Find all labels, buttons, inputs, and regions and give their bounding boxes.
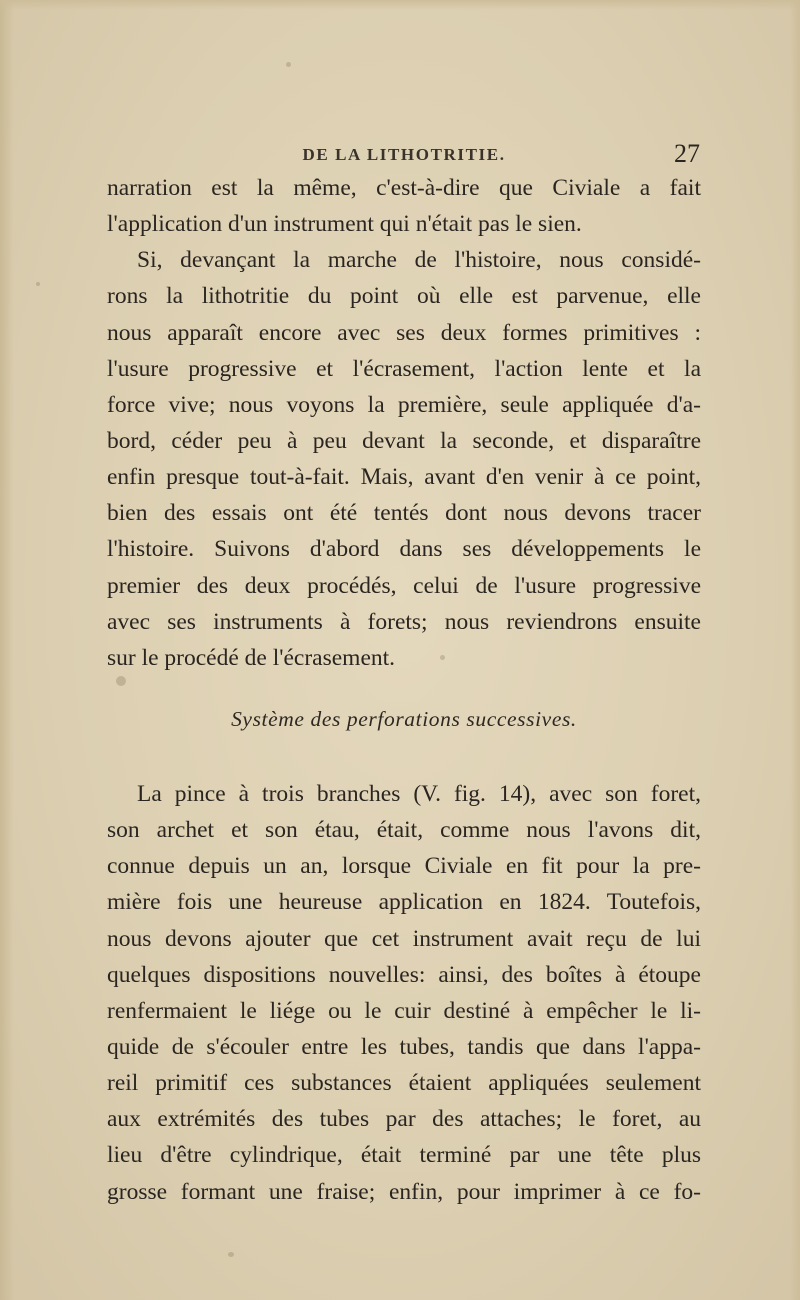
text-line: l'application d'un instrument qui n'était pas le sien. [107, 211, 582, 238]
paper-speck [228, 1252, 234, 1257]
text-line: rons la lithotritie du point où elle est parvenue, elle [107, 283, 701, 310]
text-line: aux extrémités des tubes par des attaches; le foret, au [107, 1106, 701, 1133]
text-line: grosse formant une fraise; enfin, pour imprimer à ce fo- [107, 1178, 701, 1205]
paper-speck [36, 282, 40, 286]
text-line: La pince à trois branches (V. fig. 14), avec son foret, [137, 781, 701, 807]
text-line: Si, devançant la marche de l'histoire, nous considé- [137, 247, 701, 274]
text-line: connue depuis un an, lorsque Civiale en fit pour la pre- [107, 853, 701, 880]
text-line: l'histoire. Suivons d'abord dans ses développements le [107, 536, 701, 563]
text-block-upper [107, 170, 701, 676]
text-line: nous devons ajouter que cet instrument avait reçu de lui [107, 925, 701, 952]
section-heading: Système des perforations successives. [231, 707, 577, 731]
text-line: narration est la même, c'est-à-dire que Civiale a fait [107, 175, 701, 201]
running-head [108, 141, 700, 171]
text-line: premier des deux procédés, celui de l'usure progressive [107, 572, 701, 599]
text-line: l'usure progressive et l'écrasement, l'action lente et la [107, 355, 701, 382]
text-line: son archet et son étau, était, comme nous l'avons dit, [107, 817, 701, 844]
text-line: lieu d'être cylindrique, était terminé par une tête plus [107, 1142, 701, 1169]
text-line: bord, céder peu à peu devant la seconde, et disparaître [107, 427, 701, 454]
text-line: force vive; nous voyons la première, seule appliquée d'a- [107, 391, 701, 418]
paper-speck [286, 62, 291, 67]
text-line: enfin presque tout-à-fait. Mais, avant d'en venir à ce point, [107, 464, 701, 491]
paper-speck [116, 676, 126, 686]
text-line: sur le procédé de l'écrasement. [107, 644, 396, 671]
text-line: bien des essais ont été tentés dont nous devons tracer [107, 500, 701, 527]
text-line: mière fois une heureuse application en 1824. Toutefois, [107, 889, 701, 916]
text-line: nous apparaît encore avec ses deux formes primitives : [107, 319, 701, 346]
page-edge-shadow-left [0, 0, 14, 1300]
page-edge-shadow-right [790, 0, 800, 1300]
text-line: quelques dispositions nouvelles: ainsi, des boîtes à étoupe [107, 961, 701, 988]
running-title: DE LA LITHOTRITIE. [302, 145, 506, 164]
text-line: avec ses instruments à forets; nous reviendrons ensuite [107, 608, 701, 635]
page-edge-shadow-top [0, 0, 800, 10]
text-line: renfermaient le liége ou le cuir destiné à empêcher le li- [107, 997, 701, 1024]
page-number: 27 [674, 139, 700, 168]
text-line: quide de s'écouler entre les tubes, tandis que dans l'appa- [107, 1033, 701, 1060]
text-block-lower [107, 776, 701, 1210]
text-line: reil primitif ces substances étaient appliquées seulement [107, 1070, 701, 1097]
